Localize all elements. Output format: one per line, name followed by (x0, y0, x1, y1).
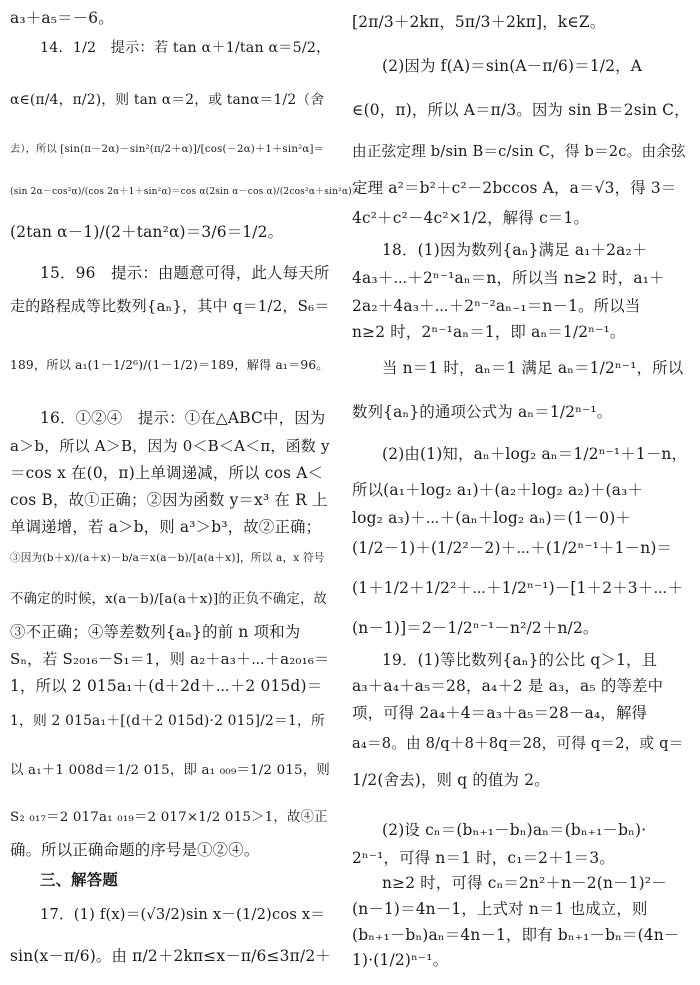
text-line: ③不正确；④等差数列{aₙ}的前 n 项和为 (10, 623, 301, 641)
text-line: (2)设 cₙ＝(bₙ₊₁－bₙ)aₙ＝(bₙ₊₁－bₙ)· (382, 821, 647, 839)
text-line: 不确定的时候，x(a－b)/[a(a＋x)]的正负不确定，故 (10, 592, 328, 607)
text-line: (1/2－1)＋(1/2²－2)＋⋯＋(1/2ⁿ⁻¹＋1－n)＝ (352, 539, 673, 557)
text-line: S₂ ₀₁₇＝2 017a₁ ₀₁₉＝2 017×1/2 015＞1，故④正 (10, 810, 328, 825)
text-line: [2π/3＋2kπ，5π/3＋2kπ]，k∈Z。 (352, 13, 606, 31)
text-line: 1，则 2 015a₁＋[(d＋2 015d)·2 015]/2＝1，所 (10, 713, 325, 729)
text-line: a₄＝8。由 8/q＋8＋8q＝28，可得 q＝2，或 q＝ (352, 735, 684, 752)
text-line: 由正弦定理 b/sin B＝c/sin C，得 b＝2c。由余弦 (352, 143, 686, 160)
text-line: (sin 2α－cos²α)/(cos 2α＋1＋sin²α)＝cos α(2sin α－cos α)/(2cos²α＋sin²α)＝ (10, 187, 362, 197)
text-line: 2ⁿ⁻¹，可得 n＝1 时，c₁＝2＋1＝3。 (352, 849, 615, 867)
text-line: (2tan α－1)/(2＋tan²α)＝3/6＝1/2。 (10, 223, 284, 241)
text-line: 走的路程成等比数列{aₙ}，其中 q＝1/2，S₆＝ (10, 297, 330, 315)
text-line: 项，可得 2a₄＋4＝a₃＋a₅＝28－a₄，解得 (352, 704, 648, 722)
text-line: 18．(1)因为数列{aₙ}满足 a₁＋2a₂＋ (382, 241, 648, 259)
text-line: n≥2 时，2ⁿ⁻¹aₙ＝1，即 aₙ＝1/2ⁿ⁻¹。 (352, 323, 626, 341)
text-line: a₃＋a₄＋a₅＝28，a₄＋2 是 a₃，a₅ 的等差中 (352, 677, 664, 695)
text-line: (2)由(1)知，aₙ＋log₂ aₙ＝1/2ⁿ⁻¹＋1－n， (382, 445, 688, 463)
text-line: 4a₃＋⋯＋2ⁿ⁻¹aₙ＝n，所以当 n≥2 时，a₁＋ (352, 269, 665, 287)
text-line: log₂ a₃)＋⋯＋(aₙ＋log₂ aₙ)＝(1－0)＋ (352, 509, 632, 527)
text-line: 2a₂＋4a₃＋⋯＋2ⁿ⁻²aₙ₋₁＝n－1。所以当 (352, 297, 641, 315)
text-line: 单调递增，若 a＞b，则 a³＞b³，故②正确； (10, 518, 322, 536)
section-heading: 三、解答题 (40, 871, 118, 889)
text-line: ＝cos x 在(0，π)上单调递减，所以 cos A＜ (10, 464, 324, 482)
text-line: 17．(1) f(x)＝(√3/2)sin x－(1/2)cos x＝ (40, 906, 326, 923)
text-line: 定理 a²＝b²＋c²－2bccos A，a＝√3，得 3＝ (352, 179, 677, 197)
text-line: ∈(0，π)，所以 A＝π/3。因为 sin B＝2sin C， (352, 101, 690, 119)
text-line: 189，所以 a₁(1－1/2⁶)/(1－1/2)＝189，解得 a₁＝96。 (10, 358, 329, 372)
text-line: 1/2(舍去)，则 q 的值为 2。 (352, 771, 550, 789)
text-line: 所以(a₁＋log₂ a₁)＋(a₂＋log₂ a₂)＋(a₃＋ (352, 481, 644, 499)
text-line: a₃＋a₅＝－6。 (10, 9, 114, 27)
text-line: (bₙ₊₁－bₙ)aₙ＝4n－1，即有 bₙ₊₁－bₙ＝(4n－ (352, 926, 680, 944)
text-line: 1，所以 2 015a₁＋(d＋2d＋⋯＋2 015d)＝ (10, 677, 323, 695)
text-line: 当 n＝1 时，aₙ＝1 满足 aₙ＝1/2ⁿ⁻¹，所以 (382, 359, 684, 377)
text-line: 14．1/2 提示：若 tan α＋1/tan α＝5/2， (40, 40, 331, 56)
text-line: α∈(π/4，π/2)，则 tan α＝2，或 tanα＝1/2（舍 (10, 92, 325, 108)
text-line: 4c²＋c²－4c²×1/2，解得 c＝1。 (352, 209, 590, 227)
text-line: 数列{aₙ}的通项公式为 aₙ＝1/2ⁿ⁻¹。 (352, 403, 613, 421)
text-line: (1＋1/2＋1/2²＋⋯＋1/2ⁿ⁻¹)－[1＋2＋3＋⋯＋ (352, 579, 684, 597)
text-line: 16．①②④ 提示：①在△ABC中，因为 (40, 409, 326, 427)
text-line: 确。所以正确命题的序号是①②④。 (10, 841, 260, 859)
text-line: ③因为(b＋x)/(a＋x)－b/a＝x(a－b)/[a(a＋x)]，所以 a，x 符号 (10, 552, 325, 564)
text-line: 1)·(1/2)ⁿ⁻¹。 (352, 951, 449, 969)
text-line: (2)因为 f(A)＝sin(A－π/6)＝1/2，A (382, 57, 643, 75)
text-line: 以 a₁＋1 008d＝1/2 015，即 a₁ ₀₀₉＝1/2 015，则 (10, 763, 330, 778)
text-line: sin(x－π/6)。由 π/2＋2kπ≤x－π/6≤3π/2＋ (10, 947, 331, 965)
text-line: Sₙ，若 S₂₀₁₆－S₁＝1，则 a₂＋a₃＋⋯＋a₂₀₁₆＝ (10, 650, 330, 668)
text-line: 去），所以 [sin(π－2α)－sin²(π/2＋α)]/[cos(－2α)＋1＋sin²α]＝ (10, 144, 325, 155)
text-line: n≥2 时，可得 cₙ＝2n²＋n－2(n－1)²－ (382, 874, 667, 892)
text-line: (n－1)]＝2－1/2ⁿ⁻¹－n²/2＋n/2。 (352, 619, 599, 637)
text-line: 15．96 提示：由题意可得，此人每天所 (40, 264, 330, 282)
text-line: cos B，故①正确；②因为函数 y＝x³ 在 R 上 (10, 491, 328, 509)
text-line: (n－1)＝4n－1，上式对 n＝1 也成立，则 (352, 900, 648, 918)
text-line: 19．(1)等比数列{aₙ}的公比 q＞1，且 (382, 651, 658, 669)
text-line: a＞b，所以 A＞B，因为 0＜B＜A＜π，函数 y (10, 437, 330, 455)
